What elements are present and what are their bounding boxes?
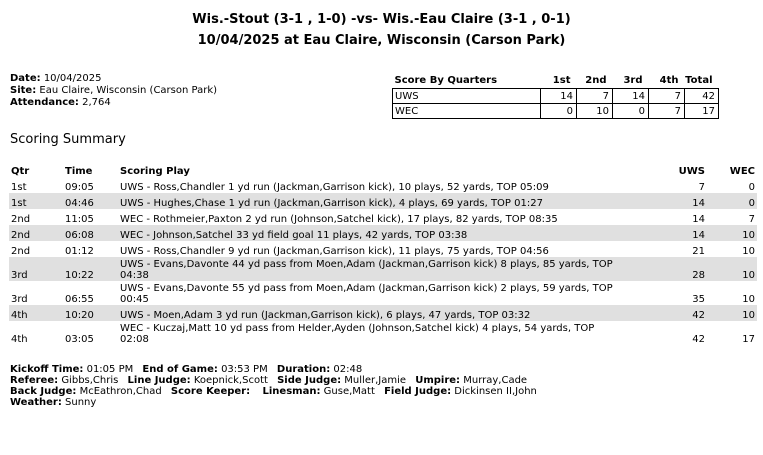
scoring-play-text: UWS - Hughes,Chase 1 yd run (Jackman,Garrison kick), 4 plays, 69 yards, TOP 01:27 bbox=[120, 198, 543, 209]
scoring-play-row bbox=[9, 281, 757, 305]
time-cell: 11:05 bbox=[65, 214, 94, 225]
uws-score-cell: 42 bbox=[659, 305, 707, 321]
scoring-play-row bbox=[9, 241, 757, 257]
kickoff-value: 01:05 PM bbox=[86, 364, 134, 375]
quarters-title: Score By Quarters bbox=[394, 75, 498, 86]
linesman-value: Guse,Matt bbox=[323, 386, 375, 397]
site-label: Site: bbox=[10, 85, 37, 96]
scoring-play-cell bbox=[118, 321, 659, 345]
wec-score-cell: 10 bbox=[707, 305, 757, 321]
scoring-play-text: UWS - Evans,Davonte 55 yd pass from Moen,Adam (Jackman,Garrison kick) 2 plays, 59 yards, TOP bbox=[120, 283, 613, 294]
scoring-play-cell bbox=[118, 241, 659, 257]
quarter-score: 14 bbox=[541, 89, 577, 104]
scoring-play-cell bbox=[118, 193, 659, 209]
uws-score-cell: 21 bbox=[692, 246, 705, 257]
scoring-play-text: WEC - Kuczaj,Matt 10 yd pass from Helder,Ayden (Johnson,Satchel kick) 4 plays, 54 yards, TOP bbox=[120, 323, 595, 334]
officials-line-2 bbox=[10, 386, 537, 397]
game-subtitle: 10/04/2025 at Eau Claire, Wisconsin (Carson Park) bbox=[197, 33, 566, 48]
time-cell: 06:08 bbox=[63, 225, 118, 241]
scoring-play-text: UWS - Ross,Chandler 1 yd run (Jackman,Garrison kick), 10 plays, 52 yards, TOP 05:09 bbox=[120, 182, 549, 193]
game-footer bbox=[10, 364, 537, 408]
linesman-label: Linesman: bbox=[262, 386, 321, 397]
umpire-value: Murray,Cade bbox=[463, 375, 528, 386]
quarter-cell: 4th bbox=[9, 305, 63, 321]
duration-label: Duration: bbox=[276, 364, 331, 375]
scoring-play-row bbox=[9, 177, 757, 193]
side-judge-label: Side Judge: bbox=[277, 375, 342, 386]
score-keeper-label: Score Keeper: bbox=[170, 386, 251, 397]
end-value: 03:53 PM bbox=[221, 364, 268, 375]
uws-score-cell: 28 bbox=[659, 257, 707, 281]
quarter-cell: 4th bbox=[11, 334, 28, 345]
quarter-score: 10 bbox=[577, 104, 613, 119]
time-cell: 01:12 bbox=[65, 246, 94, 257]
quarters-row-wec bbox=[393, 104, 719, 119]
uws-score-cell: 35 bbox=[692, 294, 705, 305]
time-cell: 03:05 bbox=[65, 334, 94, 345]
back-judge-label: Back Judge: bbox=[10, 386, 77, 397]
weather-value: Sunny bbox=[65, 397, 97, 408]
date-label: Date: bbox=[10, 73, 41, 84]
scoring-play-text-continued: 02:08 bbox=[120, 334, 149, 345]
scoring-play-text: UWS - Ross,Chandler 9 yd run (Jackman,Garrison kick), 11 plays, 75 yards, TOP 04:56 bbox=[120, 246, 549, 257]
kickoff-label: Kickoff Time: bbox=[10, 364, 84, 375]
wec-score-cell: 0 bbox=[748, 182, 755, 193]
quarters-header-row bbox=[393, 74, 719, 89]
game-info bbox=[10, 73, 217, 109]
total-header: Total bbox=[685, 75, 713, 86]
uws-score-cell: 42 bbox=[692, 334, 705, 345]
quarter-score: 0 bbox=[613, 104, 649, 119]
duration-value: 02:48 bbox=[333, 364, 363, 375]
quarter-cell: 2nd bbox=[11, 246, 31, 257]
summary-header-row bbox=[9, 163, 757, 177]
team-name: UWS bbox=[393, 89, 541, 104]
scoring-summary-title: Scoring Summary bbox=[10, 132, 126, 147]
scoring-play-row bbox=[9, 225, 757, 241]
date-value: 10/04/2025 bbox=[43, 73, 102, 84]
end-label: End of Game: bbox=[142, 364, 218, 375]
line-judge-label: Line Judge: bbox=[127, 375, 191, 386]
scoring-play-cell bbox=[118, 305, 659, 321]
scoring-play-row bbox=[9, 305, 757, 321]
quarter-cell: 1st bbox=[9, 193, 63, 209]
time-cell: 04:46 bbox=[63, 193, 118, 209]
uws-score-cell: 7 bbox=[698, 182, 705, 193]
game-title: Wis.-Stout (3-1 , 1-0) -vs- Wis.-Eau Claire (3-1 , 0-1) bbox=[192, 12, 571, 27]
back-judge-value: McEathron,Chad bbox=[79, 386, 162, 397]
wec-score-cell: 7 bbox=[748, 214, 755, 225]
play-header: Scoring Play bbox=[120, 166, 190, 177]
field-judge-value: Dickinsen II,John bbox=[454, 386, 537, 397]
scoring-play-row bbox=[9, 193, 757, 209]
times-line bbox=[10, 364, 537, 375]
scoring-play-text: WEC - Rothmeier,Paxton 2 yd run (Johnson,Satchel kick), 17 plays, 82 yards, TOP 08:35 bbox=[120, 214, 558, 225]
time-cell: 09:05 bbox=[65, 182, 94, 193]
scoring-play-row bbox=[9, 257, 757, 281]
wec-score-cell: 0 bbox=[707, 193, 757, 209]
time-header: Time bbox=[65, 166, 93, 177]
scoring-play-cell bbox=[118, 281, 659, 305]
side-judge-value: Muller,Jamie bbox=[344, 375, 407, 386]
attendance-label: Attendance: bbox=[10, 97, 79, 108]
quarter-score: 7 bbox=[649, 89, 685, 104]
attendance-value: 2,764 bbox=[82, 97, 111, 108]
uws-score-cell: 14 bbox=[692, 214, 705, 225]
scoring-play-text: UWS - Evans,Davonte 44 yd pass from Moen,Adam (Jackman,Garrison kick) 8 plays, 85 yards, TOP bbox=[120, 259, 613, 270]
time-cell: 10:22 bbox=[63, 257, 118, 281]
quarter-header: 2nd bbox=[585, 75, 607, 86]
wec-score-cell: 10 bbox=[707, 257, 757, 281]
field-judge-label: Field Judge: bbox=[384, 386, 452, 397]
scoring-play-cell bbox=[118, 209, 659, 225]
scoring-play-cell bbox=[118, 177, 659, 193]
quarter-score: 14 bbox=[613, 89, 649, 104]
quarter-cell: 2nd bbox=[11, 214, 31, 225]
scoring-play-text-continued: 00:45 bbox=[120, 294, 149, 305]
wec-score-cell: 10 bbox=[742, 294, 755, 305]
scoring-play-cell bbox=[118, 257, 659, 281]
referee-value: Gibbs,Chris bbox=[61, 375, 119, 386]
umpire-label: Umpire: bbox=[415, 375, 461, 386]
wec-header: WEC bbox=[729, 166, 755, 177]
quarter-score: 0 bbox=[541, 104, 577, 119]
weather-line bbox=[10, 397, 537, 408]
quarters-row-uws bbox=[393, 89, 719, 104]
scoring-summary-table bbox=[9, 163, 757, 345]
site-line bbox=[10, 85, 217, 97]
quarter-cell: 1st bbox=[11, 182, 27, 193]
quarter-score: 7 bbox=[577, 89, 613, 104]
quarter-header: 3rd bbox=[623, 75, 643, 86]
weather-label: Weather: bbox=[10, 397, 62, 408]
team-name: WEC bbox=[393, 104, 541, 119]
date-line bbox=[10, 73, 217, 85]
referee-label: Referee: bbox=[10, 375, 59, 386]
scoring-play-text-continued: 04:38 bbox=[120, 270, 149, 281]
time-cell: 06:55 bbox=[65, 294, 94, 305]
scoring-play-row bbox=[9, 321, 757, 345]
quarter-cell: 3rd bbox=[9, 257, 63, 281]
wec-score-cell: 10 bbox=[742, 246, 755, 257]
site-value: Eau Claire, Wisconsin (Carson Park) bbox=[39, 85, 218, 96]
total-score: 17 bbox=[685, 104, 719, 119]
quarter-header: 4th bbox=[659, 75, 679, 86]
wec-score-cell: 17 bbox=[742, 334, 755, 345]
scoring-play-cell bbox=[118, 225, 659, 241]
score-by-quarters-table bbox=[392, 74, 719, 119]
uws-score-cell: 14 bbox=[659, 225, 707, 241]
wec-score-cell: 10 bbox=[707, 225, 757, 241]
attendance-line bbox=[10, 97, 217, 109]
officials-line-1 bbox=[10, 375, 537, 386]
line-judge-value: Koepnick,Scott bbox=[193, 375, 268, 386]
scoring-play-row bbox=[9, 209, 757, 225]
total-score: 42 bbox=[685, 89, 719, 104]
uws-header: UWS bbox=[678, 166, 705, 177]
qtr-header: Qtr bbox=[11, 166, 30, 177]
quarter-header: 1st bbox=[552, 75, 571, 86]
time-cell: 10:20 bbox=[63, 305, 118, 321]
scoring-play-text: UWS - Moen,Adam 3 yd run (Jackman,Garrison kick), 6 plays, 47 yards, TOP 03:32 bbox=[120, 310, 531, 321]
quarter-score: 7 bbox=[649, 104, 685, 119]
scoring-play-text: WEC - Johnson,Satchel 33 yd field goal 11 plays, 42 yards, TOP 03:38 bbox=[120, 230, 468, 241]
uws-score-cell: 14 bbox=[659, 193, 707, 209]
quarter-cell: 2nd bbox=[9, 225, 63, 241]
quarter-cell: 3rd bbox=[11, 294, 28, 305]
